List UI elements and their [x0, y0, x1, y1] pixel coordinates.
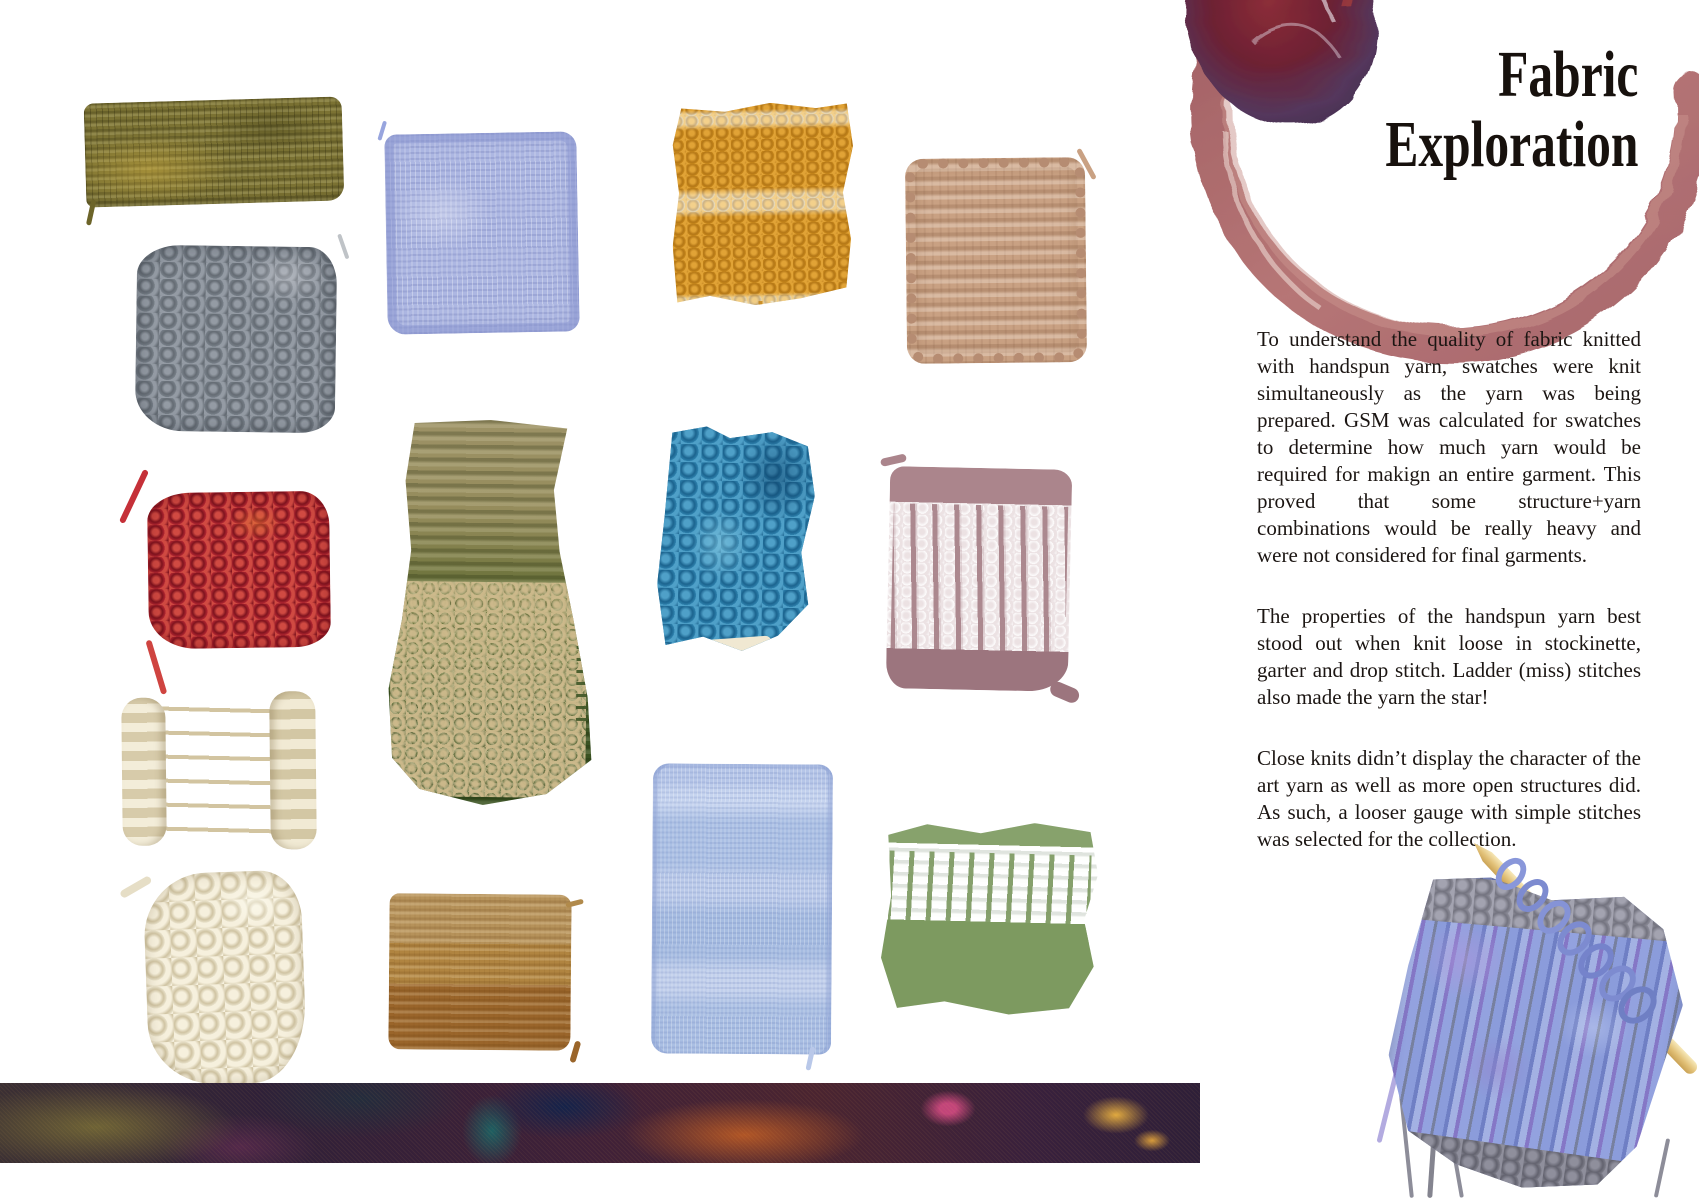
- swatch-green-dropstitch-knit: [880, 819, 1100, 1016]
- swatch-cream-bobble-knit: [142, 869, 307, 1086]
- swatch-red-chunky-knit: [147, 491, 331, 650]
- swatch-mauve-ladder-knit: [886, 466, 1073, 692]
- paragraph-gsm-swatches: To understand the quality of fabric knitted with handspun yarn, swatches were knit simultaneously as the yarn was being prepared. GSM was calculated for swatches to determine how much yarn would be required for makign an entire garment. This proved that some structure+yarn combinations would be really heavy and were not considered for final garments.: [1257, 327, 1641, 567]
- swatch-khaki-green-tall: [381, 419, 597, 806]
- swatch-periwinkle-square: [384, 131, 579, 334]
- swatch-brown-striped-stockinette: [388, 893, 571, 1051]
- swatch-cream-ladder-knit: [121, 691, 317, 851]
- swatch-mustard-striped-knit: [670, 101, 855, 306]
- paragraph-close-knits: Close knits didn’t display the character of the art yarn as well as more open structures did. As such, a looser gauge with simple stitches was selected for the collection.: [1257, 746, 1641, 851]
- swatch-grey-chunky-knit: [135, 245, 338, 434]
- swatch-teal-chunky-knit: [656, 426, 816, 655]
- paragraph-yarn-properties: The properties of the handspun yarn best stood out when knit loose in stockinette, garter and drop stitch. Ladder (miss) stitches also made the yarn the star!: [1257, 604, 1641, 709]
- page-title-line1: Fabric: [1497, 38, 1638, 111]
- page-title-line2: Exploration: [1384, 108, 1638, 181]
- article-text: [1257, 326, 1641, 853]
- page-title: [1301, 40, 1638, 180]
- swatch-tan-crochet-square: [905, 157, 1087, 364]
- marbled-paint-strip: [0, 1083, 1200, 1163]
- swatch-lightblue-long-stockinette: [651, 763, 833, 1054]
- swatch-olive-garter-strip: [84, 96, 345, 207]
